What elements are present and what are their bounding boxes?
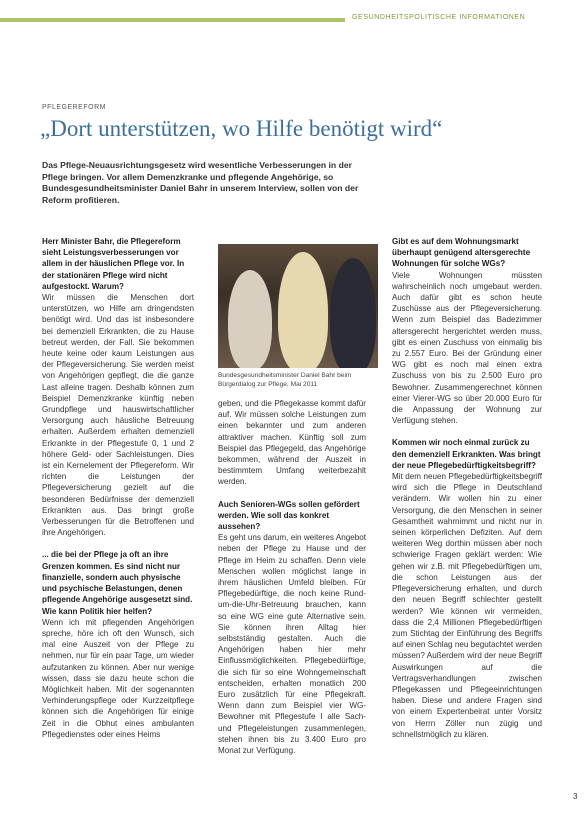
column-left — [42, 236, 194, 751]
photo-figure-center — [278, 252, 328, 368]
article-intro: Das Pflege-Neuausrichtungsgesetz wird wesentliche Verbesserungen in der Pflege bringen. Vor allem Demenzkranke und pflegende Angehörige, so Bundesgesundheitsminister Daniel Bahr in unserem Interview, sollen von der Reform profitieren. — [42, 160, 359, 205]
interview-question: Auch Senioren-WGs sollen gefördert werden. Wie soll das konkret aussehen? — [218, 499, 360, 532]
column-middle — [218, 398, 366, 767]
interview-question: ... die bei der Pflege ja oft an ihre Grenzen kommen. Es sind nicht nur finanzielle, sondern auch physische und psychische Belastungen, denen pflegende Angehörige ausgesetzt sind. Wie kann Politik hier helfen? — [42, 550, 193, 616]
interview-question: Herr Minister Bahr, die Pflegereform sieht Leistungsverbesserungen vor allem in der häuslichen Pflege vor. In der stationären Pflege wird nicht aufgestockt. Warum? — [42, 237, 185, 291]
header-accent-bar — [0, 18, 345, 22]
interview-answer: Wenn ich mit pflegenden Angehörigen spreche, höre ich oft den Wunsch, sich mal eine Auszeit von der Pflege zu nehmen, nur für ein paar Tage, um wieder aufzutanken zu können. Aber nur wenige wissen, dass sie dazu heute schon die Möglichkeit haben. Mit der sogenannten Verhinderungspflege oder Kurzzeitpflege können sich die Angehörigen für einige Zeit in die Obhut eines ambulanten Pflegedienstes oder eines Heims — [42, 617, 194, 739]
column-right — [392, 236, 542, 751]
interview-answer: Wir müssen die Menschen dort unterstützen, wo Hilfe am dringendsten benötigt wird. Und das ist insbesondere bei demenziell Erkrankten, die zu Hause betreut werden, der Fall. Sie bekommen heute keine oder kaum Leistungen aus der Pflegeversicherung. Sie werden meist von Angehörigen gepflegt, die die ganze Last alleine tragen. Deshalb können zum Beispiel Demenzkranke künftig neben Grundpflege und hauswirtschaftlicher Versorgung auch häusliche Betreuung erhalten. Außerdem erhalten demenziell Erkrankte in der Pflegestufe 0, 1 und 2 höhere Geld- oder Sachleistungen. Dies ist ein Kernelement der Pflegereform. Wir richten die Leistungen der Pflegeversicherung gezielt auf die besonderen Bedürfnisse der demenziell Erkrankten aus. Das bringt große Verbesserungen für die Betroffenen und ihre Angehörigen. — [42, 293, 194, 538]
interview-question: Gibt es auf dem Wohnungsmarkt überhaupt genügend altersgerechte Wohnungen für solche WGs? — [392, 237, 531, 269]
article-photo — [218, 244, 378, 368]
interview-answer: Mit dem neuen Pflegebedürftigkeitsbegriff wird sich die Pflege in Deutschland verändern. Wir wollen hin zu einer Versorgung, die den Menschen in seiner Gesamtheit wahrnimmt und nicht nur in seinen körperlichen Defiziten. Auf dem weiteren Weg dorthin müssen aber noch schwierige Fragen geklärt werden: Wie gehen wir z.B. mit Pflegebedürftigen um, die schon Leistungen aus der Pflegeversicherung erhalten, und durch den neuen Begriff schlechter gestellt werden? Wie können wir vermeiden, dass die 2,4 Millionen Pflegebedürftigen zum Stichtag der Einführung des Begriffs auf einen Schlag neu begutachtet werden müssen? Außerdem wird der neue Begriff Auswirkungen auf die Vertragsverhandlungen zwischen Pflegekassen und Pflegeeinrichtungen haben. Diese und andere Fragen sind von einem Expertenbeirat unter Vorsitz von Herrn Zöller nun zügig und schnellstmöglich zu klären. — [392, 472, 542, 739]
interview-answer: Viele Wohnungen müssten wahrscheinlich noch umgebaut werden. Auch dafür gibt es schon heute Zuschüsse aus der Pflegeversicherung. Wenn zum Beispiel das Badezimmer altersgerecht hergerichtet werden muss, gibt es einen Zuschuss von einmalig bis zu 2.557 Euro. Bei der Gründung einer WG gibt es noch mal einen extra Zuschuss von bis zu 2.500 Euro pro Bewohner. Zusammengerechnet können einer Vierer-WG so über 20.000 Euro für die Anpassung der Wohnung zur Verfügung stehen. — [392, 270, 542, 426]
photo-caption: Bundesgesundheitsminister Daniel Bahr beim Bürgerdialog zur Pflege, Mai 2011 — [218, 372, 352, 388]
page-number: 3 — [573, 792, 578, 801]
photo-figure-right — [330, 258, 376, 368]
interview-question: Kommen wir noch einmal zurück zu den demenziell Erkrankten. Was bringt der neue Pflegebedürftigkeitsbegriff? — [392, 438, 541, 470]
article-kicker: PFLEGEREFORM — [42, 104, 106, 111]
interview-answer: Es geht uns darum, ein weiteres Angebot neben der Pflege zu Hause und der Pflege im Heim zu schaffen. Denn viele Menschen wollen möglichst lange in ihrem häuslichen Umfeld bleiben. Für Pflegebedürftige, die noch keine Rund-um-die-Uhr-Betreuung brauchen, kann so eine WG eine gute Alternative sein. Sie können ihren Alltag hier selbstständig gestalten. Auch die Angehörigen haben hier mehr Einflussmöglichkeiten. Pflegebedürftige, die sich für so eine Wohngemeinschaft entscheiden, erhalten monatlich 200 Euro zusätzlich für eine Pflegekraft. Wenn dann zum Beispiel vier WG-Bewohner mit Pflegestufe I alle Sach- und Pflegeleistungen zusammenlegen, stehen ihnen bis zu 3.400 Euro pro Monat zur Verfügung. — [218, 533, 366, 756]
interview-answer: geben, und die Pflegekasse kommt dafür auf. Wir müssen solche Leistungen zum einen bekannter und zum anderen attraktiver machen. Künftig soll zum Beispiel das Pflegegeld, das Angehörige bekommen, während der Auszeit in bestimmtem Umfang weiterbezahlt werden. — [218, 399, 366, 487]
section-label: GESUNDHEITSPOLITISCHE INFORMATIONEN — [352, 14, 526, 21]
photo-figure-left — [228, 270, 272, 368]
article-headline: „Dort unterstützen, wo Hilfe benötigt wird“ — [40, 116, 443, 141]
